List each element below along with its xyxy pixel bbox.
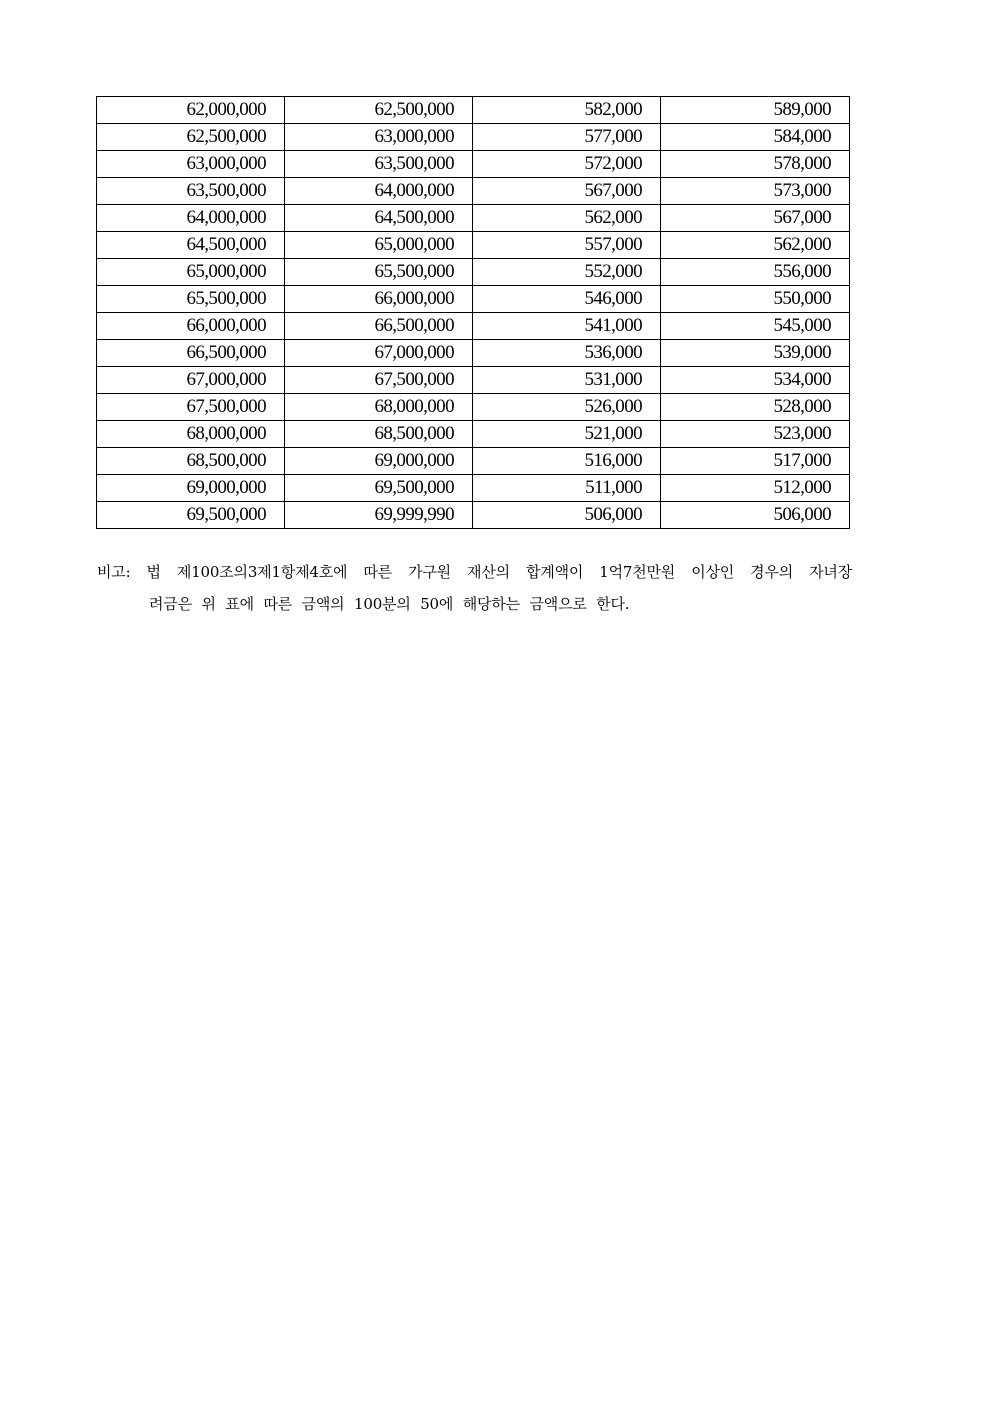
- amount-b-cell: 550,000: [661, 286, 850, 313]
- amount-a-cell: 526,000: [473, 394, 661, 421]
- range-to-cell: 66,500,000: [285, 313, 473, 340]
- range-to-cell: 69,500,000: [285, 475, 473, 502]
- amount-b-cell: 562,000: [661, 232, 850, 259]
- range-from-cell: 68,500,000: [97, 448, 285, 475]
- range-to-cell: 63,500,000: [285, 151, 473, 178]
- amount-b-cell: 523,000: [661, 421, 850, 448]
- table-row: [97, 205, 850, 232]
- amount-b-cell: 573,000: [661, 178, 850, 205]
- amount-b-cell: 556,000: [661, 259, 850, 286]
- range-from-cell: 69,000,000: [97, 475, 285, 502]
- range-to-cell: 68,500,000: [285, 421, 473, 448]
- table-row: [97, 151, 850, 178]
- amount-a-cell: 511,000: [473, 475, 661, 502]
- amount-b-cell: 578,000: [661, 151, 850, 178]
- range-from-cell: 66,000,000: [97, 313, 285, 340]
- table-row: [97, 232, 850, 259]
- range-from-cell: 64,500,000: [97, 232, 285, 259]
- range-from-cell: 63,500,000: [97, 178, 285, 205]
- table-row: [97, 286, 850, 313]
- amount-a-cell: 546,000: [473, 286, 661, 313]
- table-row: [97, 178, 850, 205]
- amount-a-cell: 562,000: [473, 205, 661, 232]
- amount-a-cell: 567,000: [473, 178, 661, 205]
- range-from-cell: 66,500,000: [97, 340, 285, 367]
- amount-b-cell: 584,000: [661, 124, 850, 151]
- amount-b-cell: 506,000: [661, 502, 850, 529]
- table-row: [97, 475, 850, 502]
- range-from-cell: 67,500,000: [97, 394, 285, 421]
- table-row: [97, 97, 850, 124]
- table-row: [97, 502, 850, 529]
- amount-a-cell: 506,000: [473, 502, 661, 529]
- range-to-cell: 63,000,000: [285, 124, 473, 151]
- amount-b-cell: 512,000: [661, 475, 850, 502]
- range-to-cell: 64,500,000: [285, 205, 473, 232]
- range-from-cell: 64,000,000: [97, 205, 285, 232]
- table-row: [97, 124, 850, 151]
- amount-a-cell: 531,000: [473, 367, 661, 394]
- amount-a-cell: 541,000: [473, 313, 661, 340]
- range-to-cell: 64,000,000: [285, 178, 473, 205]
- table-row: [97, 394, 850, 421]
- table-row: [97, 448, 850, 475]
- amount-b-cell: 567,000: [661, 205, 850, 232]
- range-from-cell: 62,000,000: [97, 97, 285, 124]
- range-to-cell: 67,000,000: [285, 340, 473, 367]
- amount-a-cell: 557,000: [473, 232, 661, 259]
- table-row: [97, 421, 850, 448]
- range-from-cell: 63,000,000: [97, 151, 285, 178]
- amount-table-body: [97, 97, 850, 529]
- range-to-cell: 69,000,000: [285, 448, 473, 475]
- amount-b-cell: 589,000: [661, 97, 850, 124]
- range-to-cell: 66,000,000: [285, 286, 473, 313]
- range-to-cell: 68,000,000: [285, 394, 473, 421]
- amount-a-cell: 577,000: [473, 124, 661, 151]
- range-from-cell: 62,500,000: [97, 124, 285, 151]
- range-to-cell: 62,500,000: [285, 97, 473, 124]
- range-from-cell: 68,000,000: [97, 421, 285, 448]
- table-row: [97, 367, 850, 394]
- range-from-cell: 67,000,000: [97, 367, 285, 394]
- range-to-cell: 67,500,000: [285, 367, 473, 394]
- range-from-cell: 65,500,000: [97, 286, 285, 313]
- amount-a-cell: 572,000: [473, 151, 661, 178]
- remark-line-2: 려금은 위 표에 따른 금액의 100분의 50에 해당하는 금액으로 한다.: [149, 595, 630, 613]
- range-to-cell: 65,500,000: [285, 259, 473, 286]
- amount-b-cell: 534,000: [661, 367, 850, 394]
- amount-b-cell: 528,000: [661, 394, 850, 421]
- remark-line-1: 비고: 법 제100조의3제1항제4호에 따른 가구원 재산의 합계액이 1억7천만원 이상인 경우의 자녀장: [97, 563, 852, 581]
- table-row: [97, 259, 850, 286]
- amount-a-cell: 582,000: [473, 97, 661, 124]
- amount-a-cell: 516,000: [473, 448, 661, 475]
- range-from-cell: 65,000,000: [97, 259, 285, 286]
- remark-note: [97, 556, 852, 620]
- amount-a-cell: 536,000: [473, 340, 661, 367]
- range-to-cell: 69,999,990: [285, 502, 473, 529]
- amount-b-cell: 517,000: [661, 448, 850, 475]
- amount-table: [96, 96, 850, 529]
- amount-b-cell: 539,000: [661, 340, 850, 367]
- range-from-cell: 69,500,000: [97, 502, 285, 529]
- amount-a-cell: 521,000: [473, 421, 661, 448]
- range-to-cell: 65,000,000: [285, 232, 473, 259]
- table-row: [97, 313, 850, 340]
- amount-a-cell: 552,000: [473, 259, 661, 286]
- table-row: [97, 340, 850, 367]
- amount-b-cell: 545,000: [661, 313, 850, 340]
